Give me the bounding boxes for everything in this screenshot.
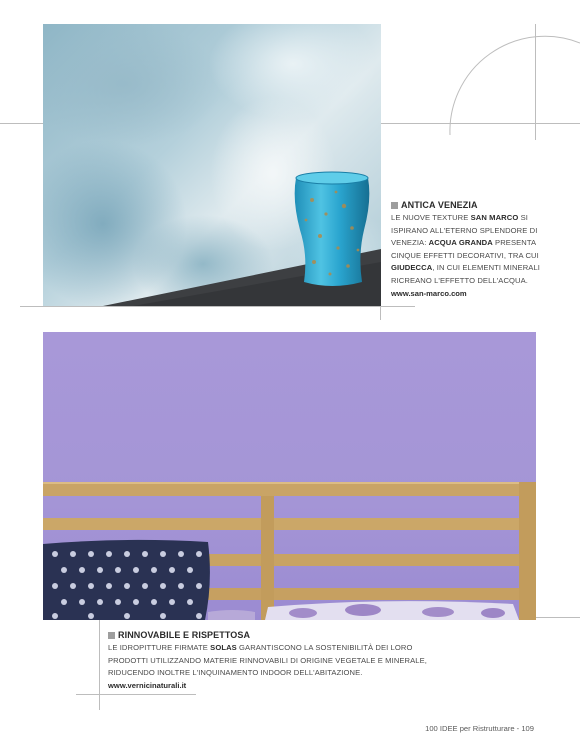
caption-title xyxy=(108,630,428,640)
wooden-headboard xyxy=(43,332,536,620)
glass-vase xyxy=(292,170,372,290)
crop-line xyxy=(20,306,415,307)
top-caption xyxy=(391,200,541,298)
website-link[interactable]: www.san-marco.com xyxy=(391,288,467,298)
body-text: LE IDROPITTURE FIRMATE xyxy=(108,643,211,652)
brand-name: SOLAS xyxy=(210,643,237,652)
bottom-caption xyxy=(108,630,428,690)
venetian-texture-photo xyxy=(43,24,381,306)
brand-name: SAN MARCO xyxy=(470,213,519,222)
floral-pillow xyxy=(265,601,519,620)
caption-title-text: ANTICA VENEZIA xyxy=(401,200,478,210)
crop-line xyxy=(76,694,196,695)
crop-line xyxy=(0,123,43,124)
square-bullet-icon xyxy=(108,632,115,639)
crop-line xyxy=(99,620,100,710)
body-text: LE NUOVE TEXTURE xyxy=(391,213,471,222)
caption-title-text: RINNOVABILE E RISPETTOSA xyxy=(118,630,251,640)
square-bullet-icon xyxy=(391,202,398,209)
registration-arc xyxy=(440,30,580,140)
caption-body xyxy=(108,642,428,680)
body-text: SI ISPIRANO ALL'ETERNO SPLENDORE DI VENEZIA: xyxy=(391,213,538,248)
product-name: ACQUA GRANDA xyxy=(428,238,493,248)
page-footer: 100 IDEE per Ristrutturare - 109 xyxy=(425,724,534,733)
crop-line xyxy=(536,617,580,618)
caption-body xyxy=(391,212,541,288)
caption-title xyxy=(391,200,541,210)
body-text: GARANTISCONO LA SOSTENIBILITÀ DEI LORO PRODOTTI UTILIZZANDO MATERIE RINNOVABILI DI ORIGINE VEGETALE E MINERALE, RIDUCENDO INOLTRE L'INQUINAMENTO INDOOR DELL'ABITAZIONE. xyxy=(108,643,428,678)
body-text: , IN CUI ELEMENTI MINERALI RICREANO L'EFFETTO DELL'ACQUA. xyxy=(391,263,540,285)
effect-name: GIUDECCA xyxy=(391,263,433,273)
lavender-bedroom-photo xyxy=(43,332,536,620)
patterned-pillow xyxy=(43,540,210,620)
body-text: PRESENTA CINQUE EFFETTI DECORATIVI, TRA CUI xyxy=(391,238,539,260)
website-link[interactable]: www.vernicinaturali.it xyxy=(108,680,187,690)
